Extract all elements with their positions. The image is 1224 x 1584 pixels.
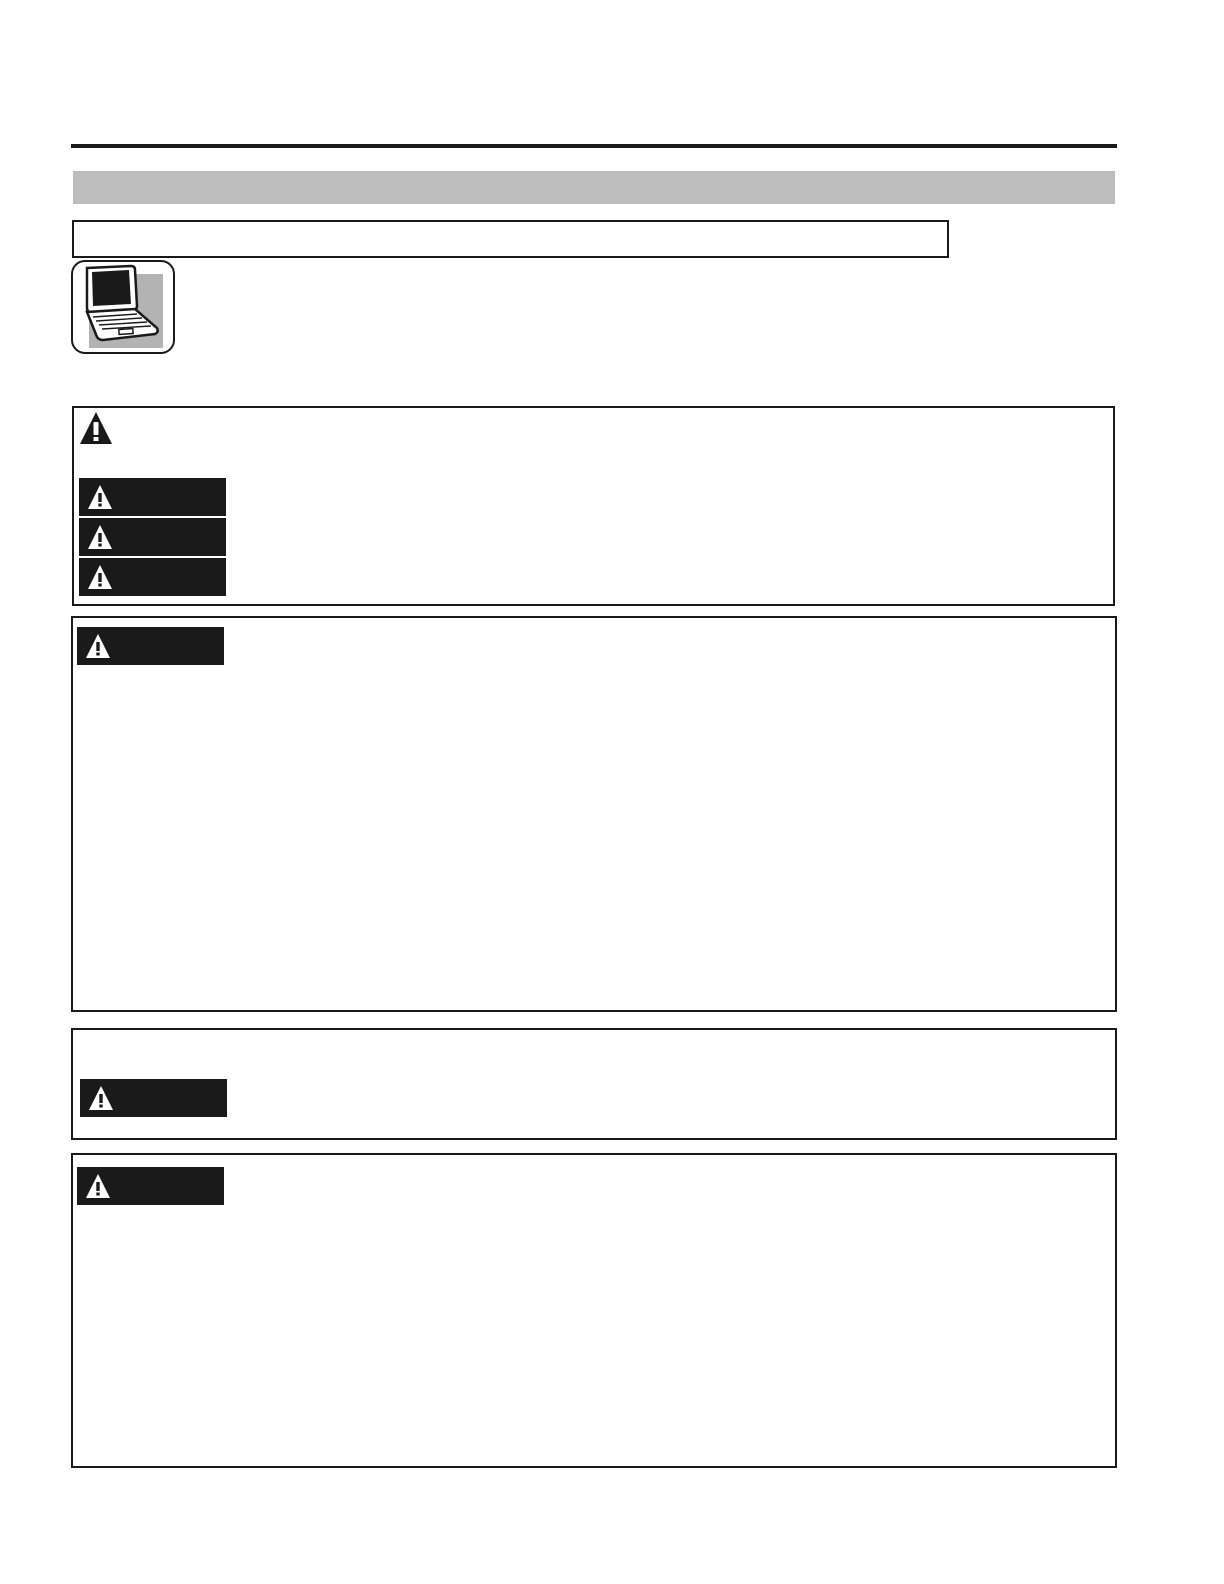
warning-triangle-icon bbox=[78, 410, 114, 446]
signal-word-label bbox=[77, 1167, 224, 1205]
warning-triangle-icon bbox=[87, 524, 113, 550]
signal-word-label bbox=[79, 558, 226, 596]
signal-word-label bbox=[77, 627, 224, 665]
warning-panel bbox=[71, 616, 1117, 1012]
signal-word-label bbox=[80, 1079, 227, 1117]
warning-triangle-icon bbox=[85, 1173, 111, 1199]
safety-info-panel bbox=[72, 406, 1115, 606]
top-rule bbox=[71, 144, 1117, 148]
signal-word-label bbox=[79, 478, 226, 516]
warning-panel bbox=[71, 1028, 1117, 1140]
warning-panel bbox=[71, 1153, 1117, 1468]
laptop-computer-icon bbox=[71, 260, 175, 354]
section-header-band bbox=[73, 171, 1115, 204]
warning-triangle-icon bbox=[88, 1085, 114, 1111]
warning-triangle-icon bbox=[85, 633, 111, 659]
warning-triangle-icon bbox=[87, 484, 113, 510]
warning-triangle-icon bbox=[87, 564, 113, 590]
subsection-title-box bbox=[72, 220, 949, 258]
signal-word-label bbox=[79, 518, 226, 556]
